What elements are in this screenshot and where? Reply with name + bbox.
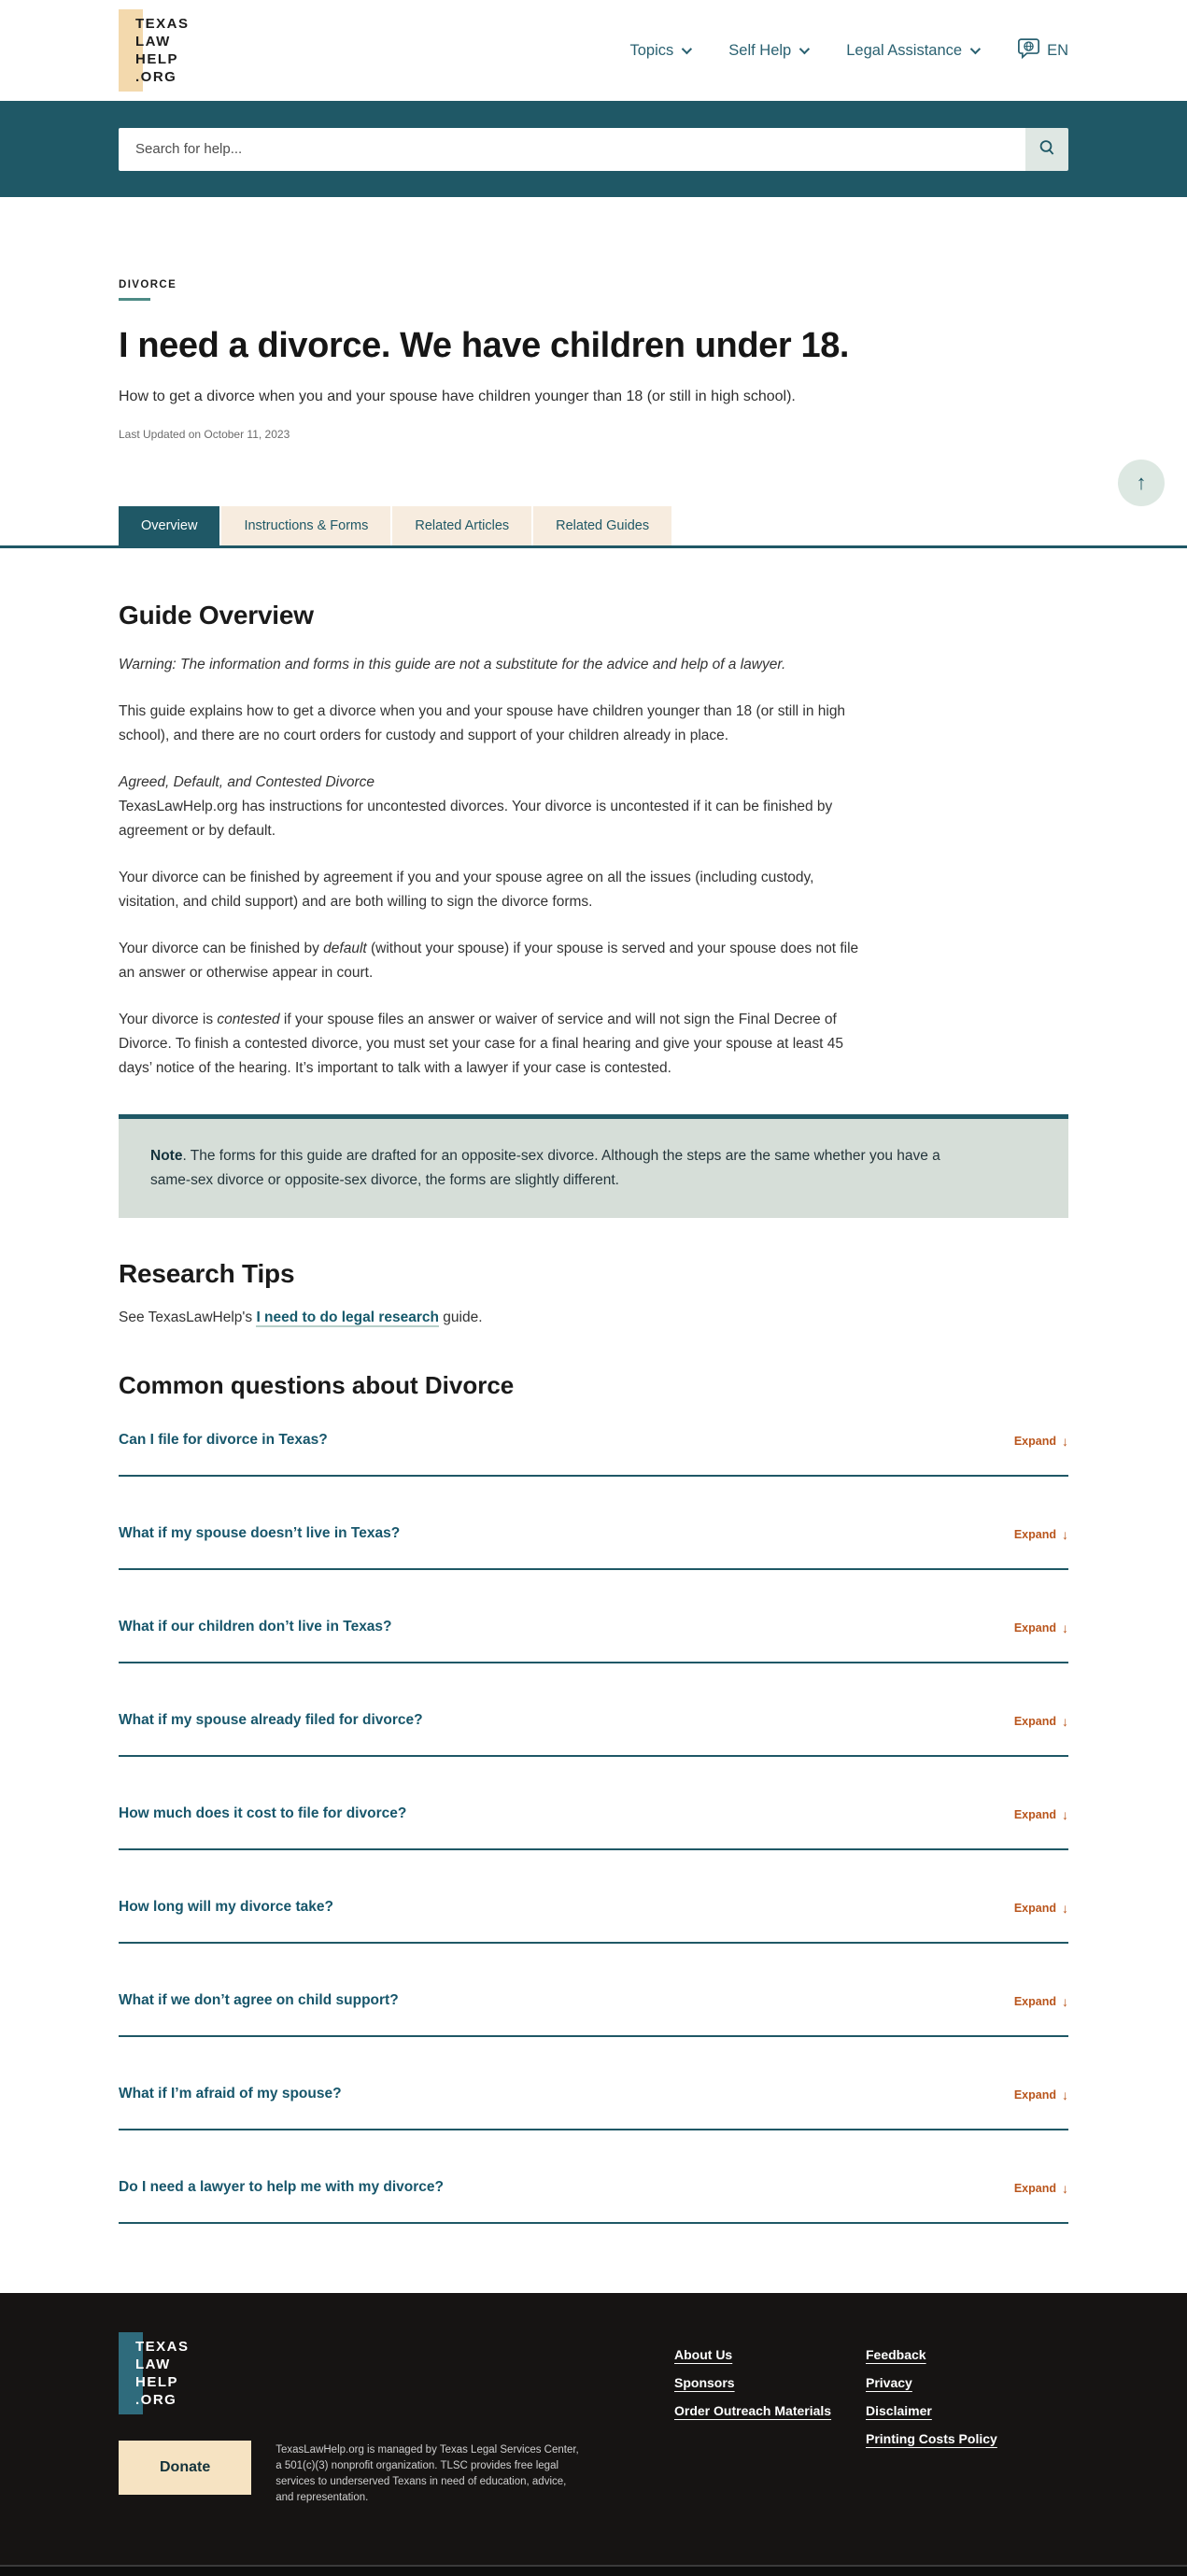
arrow-down-icon: ↓ [1062, 1434, 1068, 1449]
expand-label: Expand [1013, 1435, 1056, 1448]
research-tips-line [119, 1309, 1068, 1326]
faq-item[interactable] [119, 1712, 1068, 1757]
arrow-down-icon: ↓ [1062, 1714, 1068, 1729]
faq-question: What if we don’t agree on child support? [119, 1992, 399, 2008]
intro-paragraph: This guide explains how to get a divorce when you and your spouse have children younger than 18 (or still in high school), and there are no court orders for custody and support of your children already in place. [119, 703, 846, 743]
site-footer [0, 2293, 1187, 2576]
footer-link-printing-costs-policy[interactable]: Printing Costs Policy [866, 2431, 997, 2446]
arrow-down-icon: ↓ [1062, 1527, 1068, 1542]
footer-logo[interactable] [119, 2332, 190, 2414]
expand-label: Expand [1013, 1715, 1056, 1728]
tab-strip [0, 506, 1187, 548]
faq-expand-button[interactable] [1014, 2086, 1068, 2102]
nav-legal-assistance-label: Legal Assistance [846, 41, 963, 59]
common-questions-section [119, 1371, 1068, 2224]
arrow-down-icon: ↓ [1062, 1901, 1068, 1916]
default-paragraph-em: default [323, 941, 367, 956]
faq-question: How much does it cost to file for divorce? [119, 1805, 407, 1821]
scroll-to-top-button[interactable] [1118, 460, 1165, 506]
main-content [119, 548, 1068, 2224]
logo-line: TEXAS [135, 2339, 190, 2355]
tab-instructions-forms[interactable]: Instructions & Forms [221, 506, 390, 545]
footer-about-text: TexasLawHelp.org is managed by Texas Legal Services Center, a 501(c)(3) nonprofit organization. TLSC provides free legal services to underserved Texans in need of education, advice, and representation. [276, 2444, 579, 2503]
arrow-down-icon: ↓ [1062, 2181, 1068, 2196]
faq-expand-button[interactable] [1014, 1992, 1068, 2009]
faq-question: Can I file for divorce in Texas? [119, 1432, 328, 1448]
faq-expand-button[interactable] [1014, 1899, 1068, 1916]
arrow-down-icon: ↓ [1062, 1807, 1068, 1822]
faq-question: How long will my divorce take? [119, 1899, 333, 1915]
page-title: I need a divorce. We have children under 18. [119, 326, 850, 365]
logo-text [135, 15, 190, 86]
search-icon [1038, 138, 1056, 160]
default-paragraph-pre: Your divorce can be finished by [119, 941, 324, 956]
legal-research-link[interactable]: I need to do legal research [256, 1309, 439, 1325]
arrow-down-icon: ↓ [1062, 1994, 1068, 2009]
arrow-down-icon: ↓ [1062, 2088, 1068, 2102]
nav-self-help-label: Self Help [728, 41, 792, 59]
article-header [119, 197, 1068, 441]
contested-paragraph [119, 1008, 861, 1081]
main-nav [630, 37, 1069, 64]
arrow-up-icon: ↑ [1136, 471, 1147, 494]
footer-link-privacy[interactable]: Privacy [866, 2375, 912, 2390]
footer-links-column-2 [866, 2332, 997, 2506]
expand-label: Expand [1013, 1621, 1056, 1635]
chevron-down-icon [682, 44, 692, 54]
footer-link-feedback[interactable]: Feedback [866, 2347, 926, 2362]
faq-expand-button[interactable] [1014, 1432, 1068, 1449]
logo-line: LAW [135, 34, 171, 50]
chevron-down-icon [970, 44, 981, 54]
faq-item[interactable] [119, 1992, 1068, 2037]
research-tips-section [119, 1259, 1068, 1326]
footer-link-sponsors[interactable]: Sponsors [674, 2375, 735, 2390]
faq-question: Do I need a lawyer to help me with my divorce? [119, 2179, 444, 2195]
faq-item[interactable] [119, 1525, 1068, 1570]
logo-line: LAW [135, 2357, 171, 2372]
page-subtitle: How to get a divorce when you and your spouse have children younger than 18 (or still in high school). [119, 389, 796, 404]
footer-logo-text [135, 2338, 190, 2409]
faq-item[interactable] [119, 1805, 1068, 1850]
expand-label: Expand [1013, 1995, 1056, 2008]
faq-item[interactable] [119, 1432, 1068, 1477]
faq-expand-button[interactable] [1014, 1805, 1068, 1822]
site-header [0, 0, 1187, 101]
logo-line: TEXAS [135, 16, 190, 32]
common-questions-heading: Common questions about Divorce [119, 1371, 515, 1399]
expand-label: Expand [1013, 1528, 1056, 1541]
tab-related-guides[interactable]: Related Guides [533, 506, 671, 545]
category-eyebrow: DIVORCE [119, 279, 177, 290]
research-pre: See TexasLawHelp's [119, 1309, 257, 1325]
contested-paragraph-em: contested [217, 1012, 280, 1027]
last-updated: Last Updated on October 11, 2023 [119, 428, 290, 441]
language-selector[interactable] [1017, 37, 1068, 64]
faq-question: What if my spouse already filed for divorce? [119, 1712, 423, 1728]
research-tips-heading: Research Tips [119, 1259, 295, 1288]
footer-link-about-us[interactable]: About Us [674, 2347, 733, 2362]
warning-paragraph: Warning: The information and forms in this guide are not a substitute for the advice and help of a lawyer. [119, 657, 786, 672]
contested-paragraph-pre: Your divorce is [119, 1012, 218, 1027]
tab-related-articles[interactable]: Related Articles [392, 506, 531, 545]
logo-line: HELP [135, 2374, 179, 2390]
contested-paragraph-post: if your spouse files an answer or waiver of service and will not sign the Final Decree of Divorce. To finish a contested divorce, you must set your case for a final hearing and give your spouse at least 45 days’ notice of the hearing. It’s important to talk with a lawyer if your case is contested. [119, 1012, 843, 1076]
donate-button[interactable]: Donate [119, 2441, 251, 2495]
globe-speech-bubble-icon [1017, 37, 1040, 64]
nav-topics[interactable] [630, 42, 690, 60]
faq-list [119, 1432, 1068, 2224]
footer-links-column-1 [674, 2332, 866, 2506]
agreement-paragraph: Your divorce can be finished by agreement if you and your spouse agree on all the issues (including custody, visitation, and child support) and are both willing to sign the divorce forms. [119, 870, 814, 910]
arrow-down-icon: ↓ [1062, 1621, 1068, 1635]
chevron-down-icon [799, 44, 810, 54]
search-button[interactable] [1025, 128, 1068, 171]
faq-expand-button[interactable] [1014, 1712, 1068, 1729]
guide-overview-heading: Guide Overview [119, 601, 314, 630]
expand-label: Expand [1013, 1902, 1056, 1915]
language-code: EN [1047, 41, 1068, 59]
nav-self-help[interactable] [728, 42, 807, 60]
eyebrow-rule [119, 298, 150, 301]
faq-item[interactable] [119, 1619, 1068, 1663]
faq-item[interactable] [119, 2179, 1068, 2224]
expand-label: Expand [1013, 2088, 1056, 2102]
faq-item[interactable] [119, 2086, 1068, 2130]
note-label: Note [150, 1148, 183, 1164]
expand-label: Expand [1013, 1808, 1056, 1821]
nav-topics-label: Topics [629, 41, 674, 59]
site-logo[interactable] [119, 9, 190, 92]
agreed-block-title: Agreed, Default, and Contested Divorce [119, 774, 374, 790]
faq-question: What if my spouse doesn’t live in Texas? [119, 1525, 401, 1541]
note-text: . The forms for this guide are drafted for an opposite-sex divorce. Although the steps are the same whether you have a same-sex divorce or opposite-sex divorce, the forms are slightly different. [150, 1148, 940, 1188]
faq-expand-button[interactable] [1014, 1525, 1068, 1542]
footer-link-disclaimer[interactable]: Disclaimer [866, 2403, 932, 2418]
faq-expand-button[interactable] [1014, 1619, 1068, 1635]
footer-bottom-strip [0, 2565, 1187, 2576]
footer-link-order-outreach-materials[interactable]: Order Outreach Materials [674, 2403, 832, 2418]
agreed-default-contested-block [119, 771, 861, 843]
logo-line: .ORG [135, 69, 177, 85]
logo-line: HELP [135, 51, 179, 67]
logo-line: .ORG [135, 2392, 177, 2408]
tab-overview[interactable]: Overview [119, 506, 219, 545]
faq-question: What if I’m afraid of my spouse? [119, 2086, 342, 2102]
agreed-block-text: TexasLawHelp.org has instructions for uncontested divorces. Your divorce is uncontested if it can be finished by agreement or by default. [119, 799, 833, 839]
research-post: guide. [438, 1309, 483, 1325]
faq-expand-button[interactable] [1014, 2179, 1068, 2196]
default-paragraph [119, 937, 861, 985]
note-callout [119, 1114, 1068, 1218]
faq-item[interactable] [119, 1899, 1068, 1944]
faq-question: What if our children don’t live in Texas? [119, 1619, 392, 1635]
footer-left [119, 2332, 642, 2506]
nav-legal-assistance[interactable] [846, 42, 978, 60]
search-band [0, 101, 1187, 197]
expand-label: Expand [1013, 2182, 1056, 2195]
default-paragraph-post: (without your spouse) if your spouse is served and your spouse does not file an answer or otherwise appear in court. [119, 941, 859, 981]
search-input[interactable] [119, 128, 1025, 171]
